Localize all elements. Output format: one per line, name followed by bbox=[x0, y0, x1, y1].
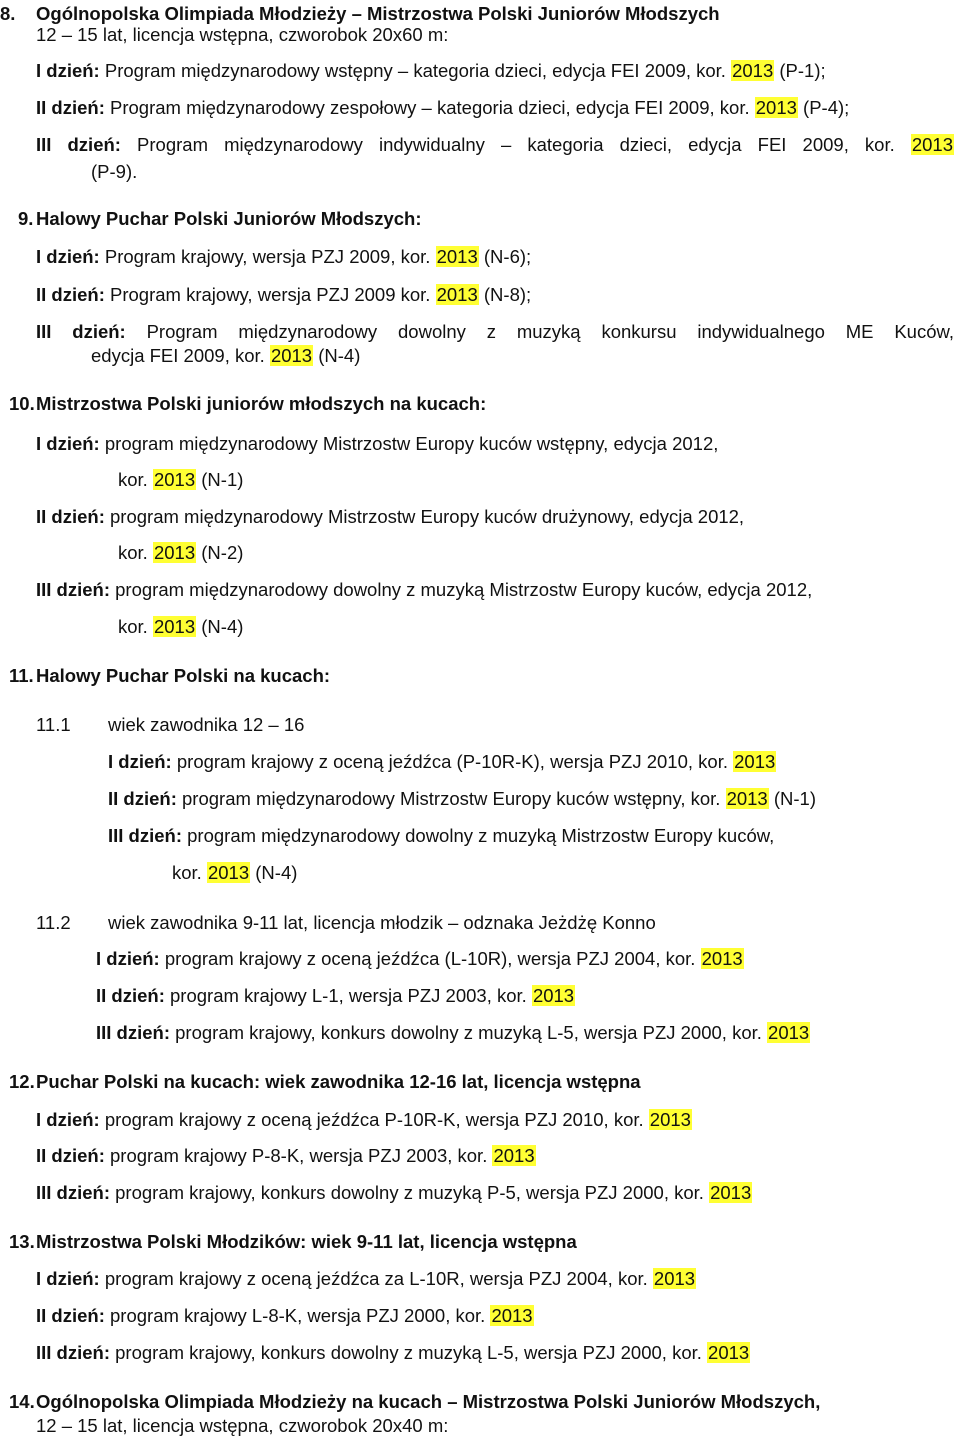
year-highlight: 2013 bbox=[734, 751, 776, 772]
day-2-continuation: kor. 2013 (N-2) bbox=[118, 542, 244, 563]
day-2-line: II dzień: program krajowy L-1, wersja PZJ 2003, kor. 2013 bbox=[96, 985, 575, 1006]
year-highlight: 2013 bbox=[708, 1342, 750, 1363]
year-highlight: 2013 bbox=[270, 345, 313, 366]
day-3-line: III dzień: Program międzynarodowy indywidualny – kategoria dzieci, edycja FEI 2009, kor. 2013 bbox=[36, 134, 953, 155]
year-highlight: 2013 bbox=[653, 1268, 696, 1289]
section-number: 9. bbox=[18, 208, 34, 229]
year-highlight: 2013 bbox=[649, 1109, 691, 1130]
year-highlight: 2013 bbox=[532, 985, 575, 1006]
subsection-number: 11.1 bbox=[36, 714, 71, 735]
section-title: Ogólnopolska Olimpiada Młodzieży – Mistrzostwa Polski Juniorów Młodszych bbox=[36, 3, 720, 24]
section-number: 13. bbox=[9, 1231, 35, 1252]
section-number: 10. bbox=[9, 393, 35, 414]
day-3-line: III dzień: Program międzynarodowy dowolny z muzyką konkursu indywidualnego ME Kuców, bbox=[36, 321, 954, 342]
section-number: 8. bbox=[0, 3, 16, 24]
year-highlight: 2013 bbox=[153, 616, 196, 637]
section-8-heading bbox=[0, 2, 720, 26]
section-title: Halowy Puchar Polski Juniorów Młodszych: bbox=[36, 208, 422, 229]
section-subtitle: 12 – 15 lat, licencja wstępna, czworobok 20x40 m: bbox=[36, 1415, 449, 1436]
day-3-continuation: kor. 2013 (N-4) bbox=[172, 862, 298, 883]
day-1-continuation: kor. 2013 (N-1) bbox=[118, 469, 244, 490]
day-3-line: III dzień: program krajowy, konkurs dowolny z muzyką L-5, wersja PZJ 2000, kor. 2013 bbox=[36, 1342, 750, 1363]
section-11-heading bbox=[9, 664, 331, 688]
day-1-line: I dzień: Program krajowy, wersja PZJ 2009, kor. 2013 (N-6); bbox=[36, 246, 532, 267]
day-1-line: I dzień: program krajowy z oceną jeźdźca (L-10R), wersja PZJ 2004, kor. 2013 bbox=[96, 948, 743, 969]
year-highlight: 2013 bbox=[436, 246, 478, 267]
day-1-line: I dzień: program krajowy z oceną jeźdźca P-10R-K, wersja PZJ 2010, kor. 2013 bbox=[36, 1109, 691, 1130]
day-3-continuation: (P-9). bbox=[91, 161, 138, 182]
year-highlight: 2013 bbox=[436, 284, 478, 305]
section-subtitle: 12 – 15 lat, licencja wstępna, czworobok 20x60 m: bbox=[36, 24, 449, 45]
section-title: Puchar Polski na kucach: wiek zawodnika 12-16 lat, licencja wstępna bbox=[36, 1071, 641, 1092]
year-highlight: 2013 bbox=[726, 788, 768, 809]
section-14-heading bbox=[9, 1390, 821, 1414]
year-highlight: 2013 bbox=[732, 60, 774, 81]
section-number: 12. bbox=[9, 1071, 35, 1092]
day-2-line: II dzień: program międzynarodowy Mistrzostw Europy kuców wstępny, kor. 2013 (N-1) bbox=[108, 788, 816, 809]
section-number: 14. bbox=[9, 1391, 35, 1412]
day-3-line: III dzień: program krajowy, konkurs dowolny z muzyką P-5, wersja PZJ 2000, kor. 2013 bbox=[36, 1182, 752, 1203]
day-3-line: III dzień: program krajowy, konkurs dowolny z muzyką L-5, wersja PZJ 2000, kor. 2013 bbox=[96, 1022, 810, 1043]
section-title: Mistrzostwa Polski Młodzików: wiek 9-11 lat, licencja wstępna bbox=[36, 1231, 577, 1252]
section-9-heading bbox=[18, 207, 422, 231]
year-highlight: 2013 bbox=[755, 97, 797, 118]
day-1-line: I dzień: Program międzynarodowy wstępny – kategoria dzieci, edycja FEI 2009, kor. 2013 (P-1); bbox=[36, 60, 826, 81]
day-3-continuation: kor. 2013 (N-4) bbox=[118, 616, 244, 637]
section-10-heading bbox=[9, 392, 487, 416]
day-2-line: II dzień: Program międzynarodowy zespołowy – kategoria dzieci, edycja FEI 2009, kor. 2013 (P-4); bbox=[36, 97, 850, 118]
year-highlight: 2013 bbox=[491, 1305, 533, 1326]
day-2-line: II dzień: program krajowy L-8-K, wersja PZJ 2000, kor. 2013 bbox=[36, 1305, 533, 1326]
day-3-continuation: edycja FEI 2009, kor. 2013 (N-4) bbox=[91, 345, 361, 366]
year-highlight: 2013 bbox=[493, 1145, 535, 1166]
day-2-line: II dzień: program krajowy P-8-K, wersja PZJ 2003, kor. 2013 bbox=[36, 1145, 535, 1166]
day-1-line: I dzień: program krajowy z oceną jeźdźca (P-10R-K), wersja PZJ 2010, kor. 2013 bbox=[108, 751, 776, 772]
section-title: Halowy Puchar Polski na kucach: bbox=[36, 665, 331, 686]
year-highlight: 2013 bbox=[701, 948, 743, 969]
year-highlight: 2013 bbox=[710, 1182, 752, 1203]
section-title: Mistrzostwa Polski juniorów młodszych na kucach: bbox=[36, 393, 487, 414]
year-highlight: 2013 bbox=[153, 469, 196, 490]
subsection-desc: wiek zawodnika 12 – 16 bbox=[108, 714, 305, 735]
section-13-heading bbox=[9, 1230, 577, 1254]
day-3-line: III dzień: program międzynarodowy dowolny z muzyką Mistrzostw Europy kuców, bbox=[108, 825, 775, 846]
subsection-number: 11.2 bbox=[36, 912, 71, 933]
day-2-line: II dzień: Program krajowy, wersja PZJ 2009 kor. 2013 (N-8); bbox=[36, 284, 532, 305]
section-title: Ogólnopolska Olimpiada Młodzieży na kucach – Mistrzostwa Polski Juniorów Młodszych, bbox=[36, 1391, 821, 1412]
subsection-11-2-heading bbox=[36, 911, 656, 935]
year-highlight: 2013 bbox=[768, 1022, 810, 1043]
subsection-11-1-heading bbox=[36, 713, 305, 737]
year-highlight: 2013 bbox=[153, 542, 196, 563]
section-number: 11. bbox=[9, 665, 34, 686]
day-3-line: III dzień: program międzynarodowy dowolny z muzyką Mistrzostw Europy kuców, edycja 2012, bbox=[36, 579, 813, 600]
section-12-heading bbox=[9, 1070, 641, 1094]
day-1-line: I dzień: program międzynarodowy Mistrzostw Europy kuców wstępny, edycja 2012, bbox=[36, 433, 719, 454]
day-1-line: I dzień: program krajowy z oceną jeźdźca za L-10R, wersja PZJ 2004, kor. 2013 bbox=[36, 1268, 696, 1289]
day-2-line: II dzień: program międzynarodowy Mistrzostw Europy kuców drużynowy, edycja 2012, bbox=[36, 506, 745, 527]
year-highlight: 2013 bbox=[911, 134, 953, 155]
subsection-desc: wiek zawodnika 9-11 lat, licencja młodzik – odznaka Jeżdżę Konno bbox=[108, 912, 656, 933]
year-highlight: 2013 bbox=[207, 862, 250, 883]
